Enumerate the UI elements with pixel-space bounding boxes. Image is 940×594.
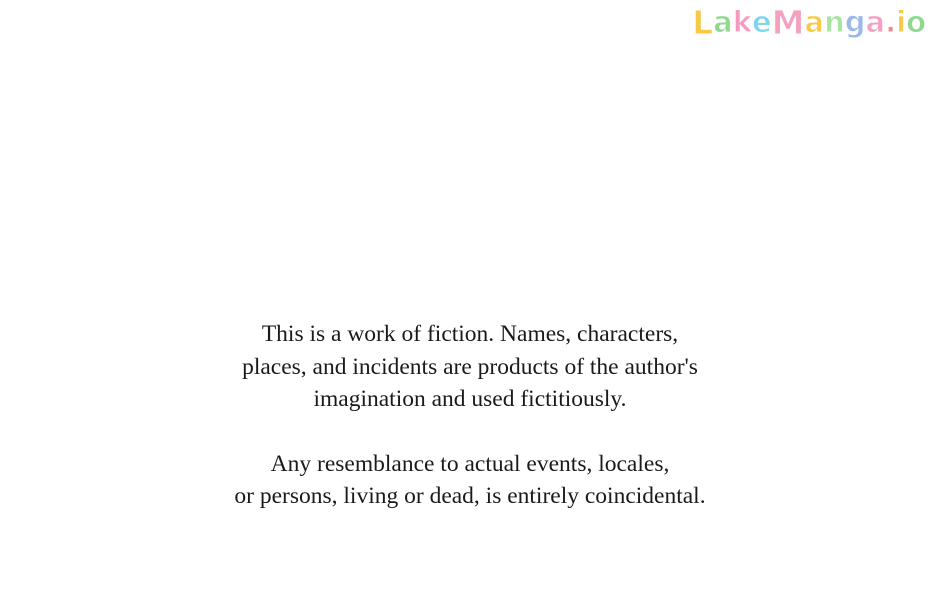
logo-letter: k: [732, 5, 752, 39]
disclaimer-text-block: [0, 318, 940, 513]
logo-letter: a: [713, 5, 733, 39]
logo-letter: a: [804, 5, 825, 39]
text-line: places, and incidents are products of the author's: [242, 353, 698, 380]
logo-letter: e: [751, 5, 772, 39]
text-line: or persons, living or dead, is entirely coincidental.: [234, 483, 706, 509]
logo-letter: n: [824, 5, 845, 39]
logo-letter: i: [896, 5, 907, 39]
text-line: imagination and used fictitiously.: [313, 386, 627, 412]
logo-letter: L: [692, 3, 714, 42]
paragraph-fiction-disclaimer: [0, 318, 940, 416]
text-line: This is a work of fiction. Names, characters,: [261, 321, 679, 347]
logo-letter: a: [865, 5, 886, 39]
lakemanga-logo[interactable]: [692, 3, 926, 42]
logo-letter: M: [771, 3, 805, 42]
logo-letter: .: [885, 5, 897, 39]
logo-letter: g: [844, 5, 866, 39]
paragraph-resemblance-disclaimer: [0, 448, 940, 513]
text-line: Any resemblance to actual events, locales,: [270, 450, 670, 477]
logo-letter: o: [906, 5, 926, 39]
